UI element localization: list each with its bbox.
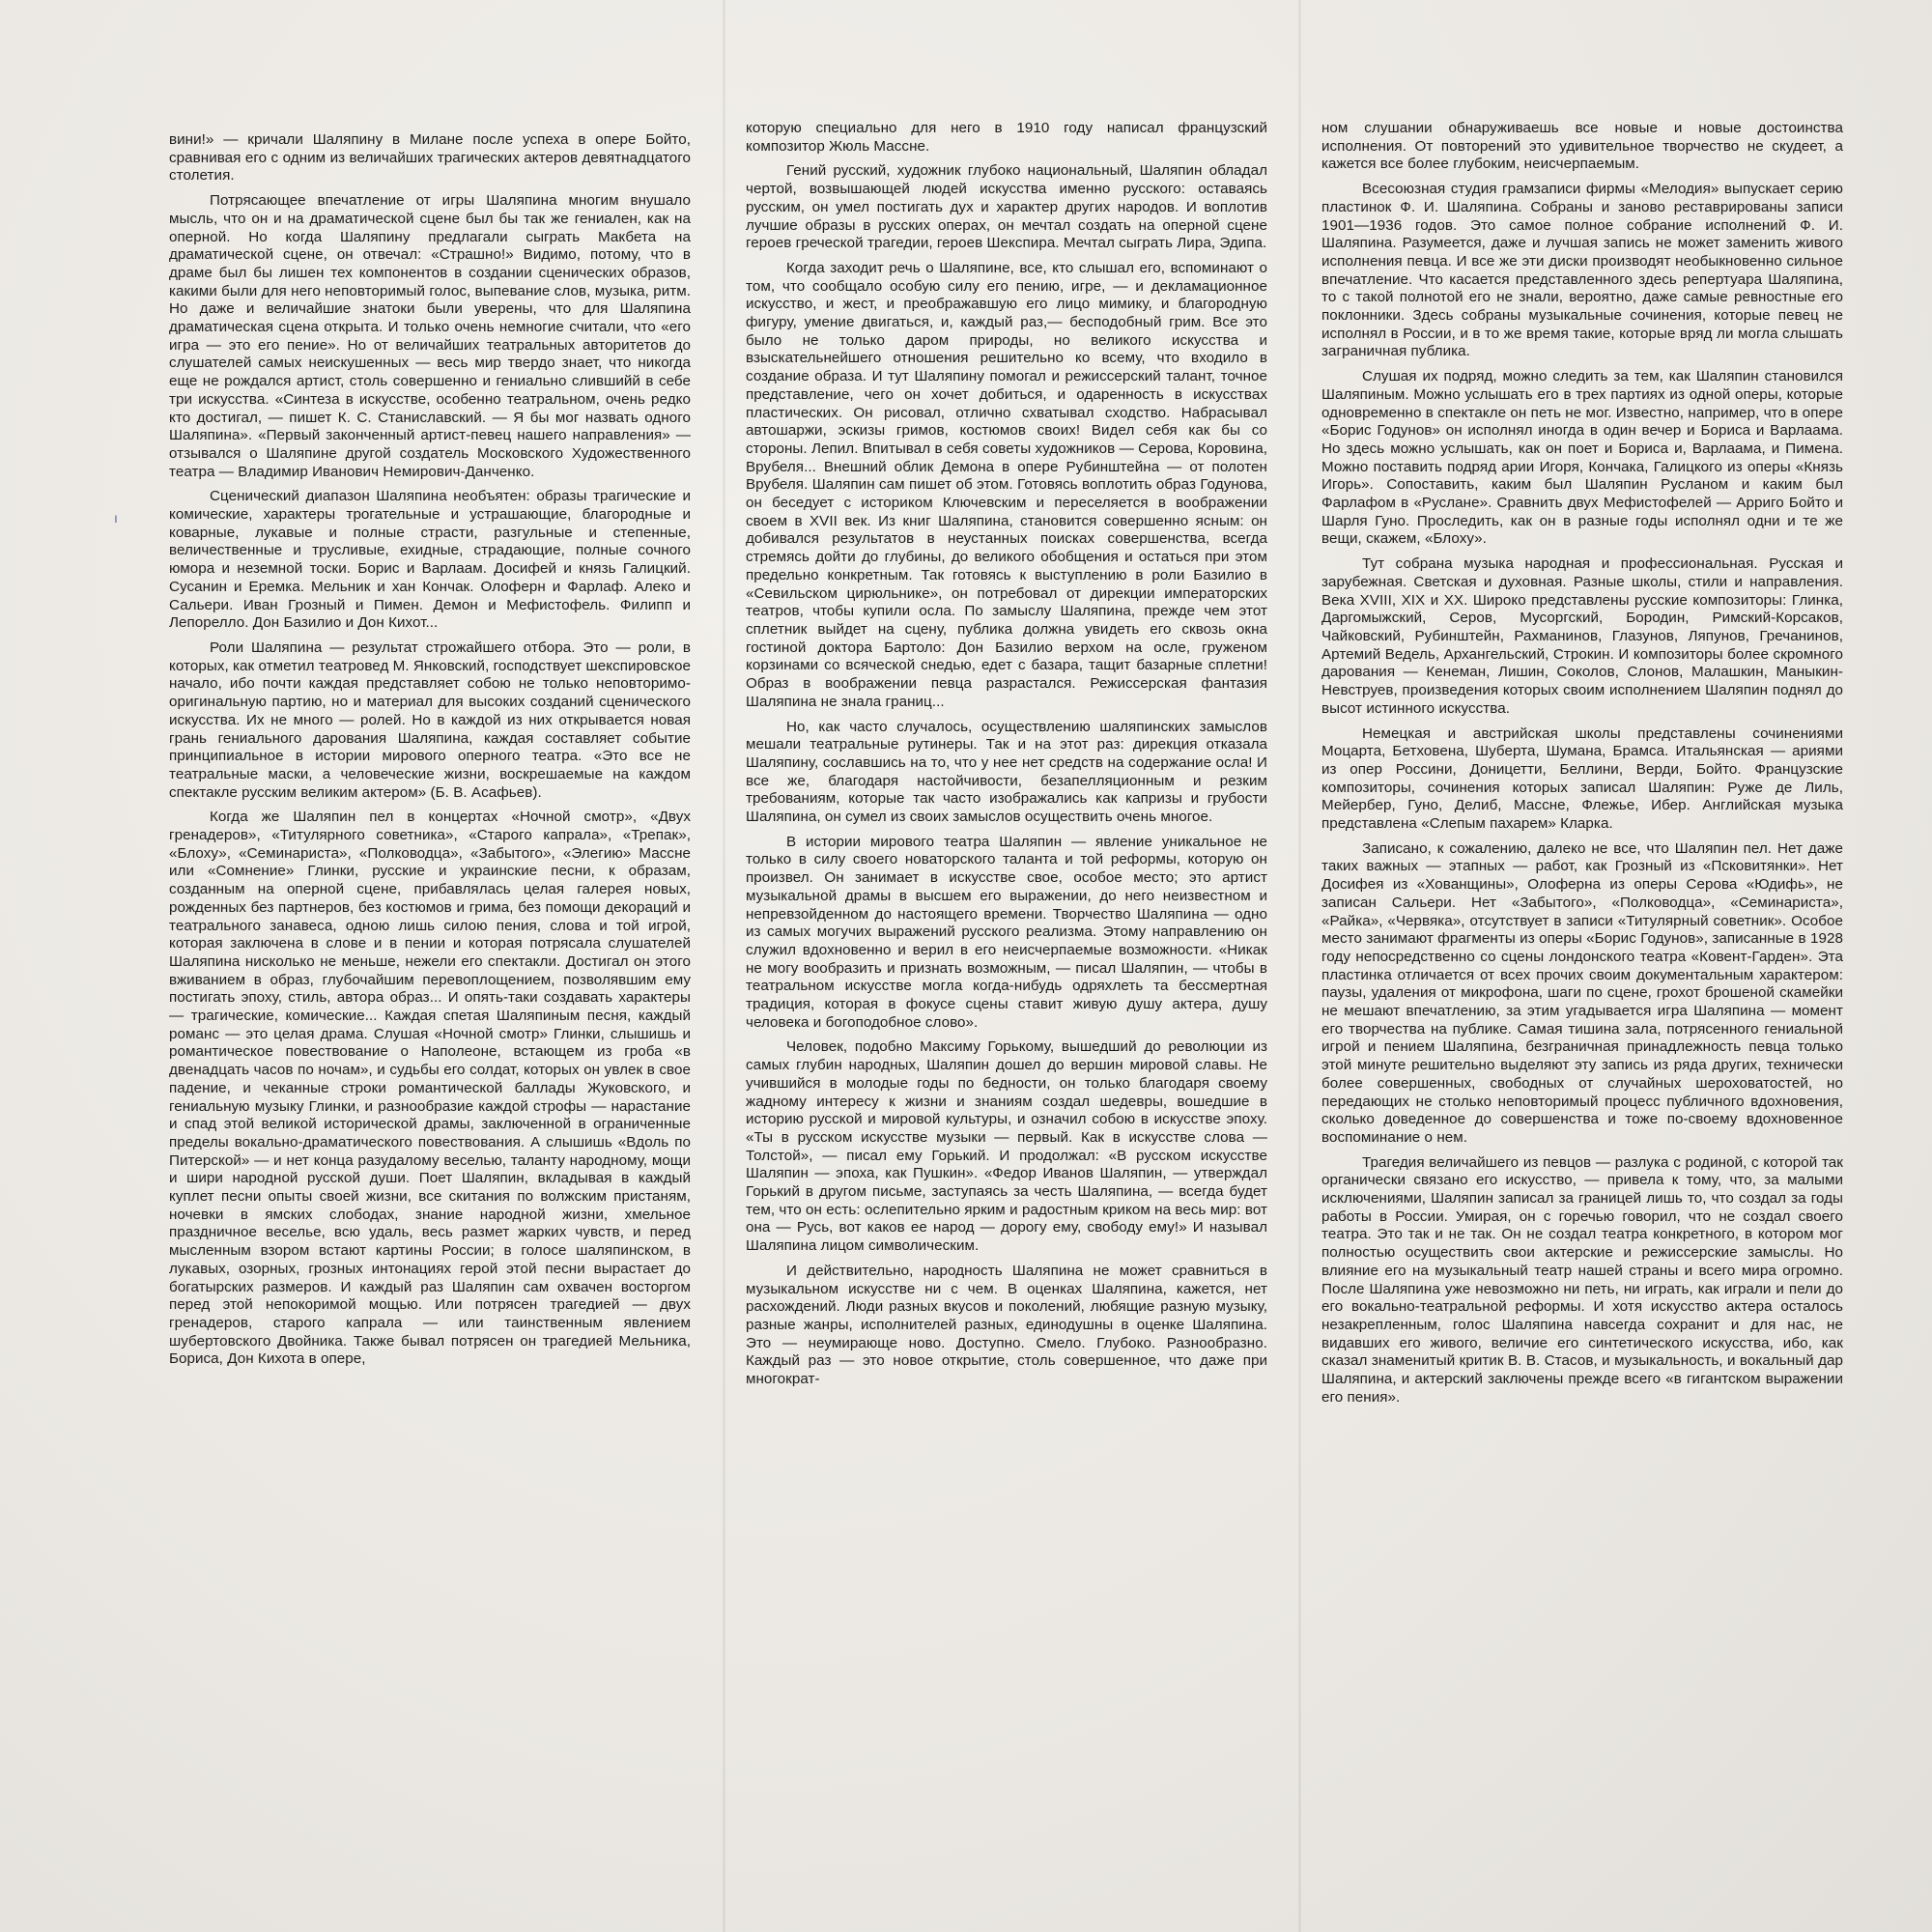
paragraph: ном слушании обнаруживаешь все новые и новые достоинства исполнения. От повторений это удивительное творчество не скудеет, а кажется все более глубоким, неисчерпаемым. <box>1321 120 1843 173</box>
paragraph: Потрясающее впечатление от игры Шаляпина многим внушало мысль, что он и на драматической сцене был бы так же гениален, как на оперной. Но когда Шаляпину предлагали сыграть Макбета на драматической сцене, он отвечал: «Страшно!» Видимо, потому, что в драме был бы лишен тех компонентов в создании сценических образов, какими были для него неповторимый голос, выпевание слов, музыка, ритм. Но даже и величайшие знатоки были уверены, что для Шаляпина драматическая сцена открыта. И только очень немногие считали, что «его игра — это его пение». Но от величайших театральных авторитетов до слушателей самых неискушенных — весь мир твердо знает, что никогда еще не рождался артист, столь совершенно и гениально слившийй в себе три искусства. «Синтеза в искусстве, особенно театральном, очень редко кто достигал, — пишет К. С. Станиславский. — Я бы мог назвать одного Шаляпина». «Первый законченный артист-певец нашего направления» — отзывался о Шаляпине другой создатель Московского Художественного театра — Владимир Иванович Немирович-Данченко. <box>169 192 691 480</box>
paragraph: которую специально для него в 1910 году написал французский композитор Жюль Массне. <box>746 120 1267 155</box>
paragraph: Человек, подобно Максиму Горькому, вышедший до революции из самых глубин народных, Шаляпин дошел до вершин мировой славы. Не учившийся в молодые годы по бедности, он только благодаря своему жадному интересу к жизни и знаниям создал шедевры, вошедшие в историю русской и мировой культуры, и означил собою в искусстве эпоху. «Ты в русском искусстве музыки — первый. Как в искусстве слова — Толстой», — писал ему Горький. И продолжал: «В русском искусстве Шаляпин — эпоха, как Пушкин». «Федор Иванов Шаляпин, — утверждал Горький в другом письме, заступаясь за честь Шаляпина, — всегда будет тем, что он есть: ослепительно ярким и радостным криком на весь мир: вот она — Русь, вот каков ее народ — дорогу ему, свободу ему!» И называл Шаляпина лицом символическим. <box>746 1038 1267 1255</box>
paragraph: Сценический диапазон Шаляпина необъятен: образы трагические и комические, характеры трогательные и устрашающие, благородные и коварные, лукавые и полные страсти, разгульные и степенные, величественные и трусливые, ехидные, страдающие, полные сочного юмора и неземной тоски. Борис и Варлаам. Досифей и князь Галицкий. Сусанин и Еремка. Мельник и хан Кончак. Олоферн и Фарлаф. Алеко и Сальери. Иван Грозный и Пимен. Демон и Мефистофель. Филипп и Лепорелло. Дон Базилио и Дон Кихот... <box>169 488 691 632</box>
paragraph: В истории мирового театра Шаляпин — явление уникальное не только в силу своего новаторского таланта и той реформы, которую он произвел. Он занимает в искусстве свое, особое место; это артист музыкальной драмы в высшем его выражении, до него неизвестном и непревзойденном до настоящего времени. Творчество Шаляпина — одно из самых могучих выражений русского реализма. Этому направлению он служил вдохновенно и верил в его неисчерпаемые возможности. «Никак не могу вообразить и признать возможным, — писал Шаляпин, — чтобы в театральном искусстве могла когда-нибудь одряхлеть та бессмертная традиция, которая в фокусе сцены ставит живую душу актера, душу человека и богоподобное слово». <box>746 833 1267 1031</box>
paragraph: Гений русский, художник глубоко национальный, Шаляпин обладал чертой, возвышающей людей искусства именно русского: оставаясь русским, он умел постигать дух и характер других народов. И воплотив лучшие образы в русских операх, он мечтал создать на оперной сцене героев греческой трагедии, героев Шекспира. Мечтал сыграть Лира, Эдипа. <box>746 162 1267 252</box>
column-divider <box>723 0 725 1932</box>
paragraph: Когда заходит речь о Шаляпине, все, кто слышал его, вспоминают о том, что сообщало особую силу его пению, игре, — и декламационное искусство, и жест, и преображавшую его лицо мимику, и благородную фигуру, умение двигаться, и, каждый раз,— бесподобный грим. Все это было не только даром природы, но великого искусства и взыскательнейшего отношения решительно ко всему, что входило в создание образа. И тут Шаляпину помогал и режиссерский талант, точное представление, чего он хочет добиться, и одаренность в искусствах пластических. Он рисовал, отлично схватывал сходство. Набрасывал автошаржи, эскизы гримов, костюмов своих! Видел себя как бы со стороны. Лепил. Впитывал в себя советы художников — Серова, Коровина, Врубеля... Внешний облик Демона в опере Рубинштейна — от полотен Врубеля. Шаляпин сам пишет об этом. Готовясь воплотить образ Годунова, он беседует с историком Ключевским и переселяется в воображении своем в XVII век. Из книг Шаляпина, становится совершенно ясным: он добивался результатов в неустанных поисках совершенства, всегда стремясь дойти до глубины, до великого обобщения и остаться при этом предельно конкретным. Так готовясь к выступлению в роли Базилио в «Севильском цирюльнике», он потребовал от дирекции императорских театров, чтобы купили осла. По замыслу Шаляпина, прежде чем этот сплетник выйдет на сцену, публика должна увидеть его сквозь окна гостиной доктора Бартоло: Дон Базилио верхом на осле, груженом корзинами со всяческой снедью, едет с базара, тащит базарные сплетни! Образ в воображении певца разрастался. Режиссерская фантазия Шаляпина не знала границ... <box>746 259 1267 710</box>
paragraph: Трагедия величайшего из певцов — разлука с родиной, с которой так органически связано его искусство, — привела к тому, что, за малыми исключениями, Шаляпин записал за границей лишь то, что создал за годы работы в России. Умирая, он с горечью говорил, что не создал своего театра. Это так и не так. Он не создал театра конкретного, в котором мог полностью осуществить свои актерские и режиссерские замыслы. Но влияние его на музыкальный театр нашей страны и всего мира огромно. После Шаляпина уже невозможно ни петь, ни играть, как играли и пели до его вокально-театральной реформы. И хотя искусство актера осталось незакрепленным, голос Шаляпина навсегда сохранит и для нас, не видавших его живого, величие его синтетического искусства, ибо, как сказал знаменитый критик В. В. Стасов, и музыкальность, и вокальный дар Шаляпина, и актерский заключены прежде всего «в гигантском выражении его пения». <box>1321 1153 1843 1406</box>
paragraph: Тут собрана музыка народная и профессиональная. Русская и зарубежная. Светская и духовная. Разные школы, стили и направления. Века XVIII, XIX и XX. Широко представлены русские композиторы: Глинка, Даргомыжский, Серов, Мусоргский, Бородин, Римский-Корсаков, Чайковский, Рубинштейн, Рахманинов, Глазунов, Ляпунов, Гречанинов, Артемий Ведель, Архангельский, Строкин. И композиторы более скромного дарования — Кенеман, Лишин, Соколов, Слонов, Малашкин, Маныкин-Невструев, произведения которых своим исполнением Шаляпин поднял до высот истинного искусства. <box>1321 555 1843 717</box>
paragraph: Слушая их подряд, можно следить за тем, как Шаляпин становился Шаляпиным. Можно услышать его в трех партиях из одной оперы, которые одновременно в спектакле он петь не мог. Известно, например, что в опере «Борис Годунов» он исполнял иногда в один вечер и Бориса и Варлаама. Но здесь можно услышать, как он поет и Бориса и, Варлаама, и Пимена. Можно поставить подряд арии Игоря, Кончака, Галицкого из оперы «Князь Игорь». Сопоставить, каким был Шаляпин Русланом и каким был Фарлафом в «Руслане». Сравнить двух Мефистофелей — Арриго Бойто и Шарля Гуно. Проследить, как он в разные годы исполнял одни и те же вещи, скажем, «Блоху». <box>1321 368 1843 548</box>
paragraph: Немецкая и австрийская школы представлены сочинениями Моцарта, Бетховена, Шуберта, Шумана, Брамса. Итальянская — ариями из опер Россини, Доницетти, Беллини, Верди, Бойто. Французские композиторы, сочинения которых записал Шаляпин: Руже де Лиль, Мейербер, Гуно, Делиб, Массне, Флежье, Ибер. Английская музыка представлена «Слепым пахарем» Кларка. <box>1321 724 1843 833</box>
paragraph: Когда же Шаляпин пел в концертах «Ночной смотр», «Двух гренадеров», «Титулярного советника», «Старого капрала», «Трепак», «Блоху», «Семинариста», «Полководца», «Забытого», «Элегию» Массне или «Сомнение» Глинки, русские и украинские песни, к образам, созданным на оперной сцене, прибавлялась целая галерея новых, рожденных без партнеров, без костюмов и грима, без помощи декораций и театрального занавеса, одною лишь силою пения, слова и той игрой, которая заключена в слове и в пении и которая потрясала слушателей Шаляпина нисколько не меньше, нежели его спектакли. Достигал он этого вживанием в образ, глубочайшим перевоплощением, позволявшим ему постигать эпоху, стиль, автора образ... И опять-таки создавать характеры — трагические, комические... Каждая спетая Шаляпиным песня, каждый романс — это целая драма. Слушая «Ночной смотр» Глинки, слышишь и романтическое повествование о Наполеоне, встающем из гроба «в двенадцать часов по ночам», и судьбы его солдат, которых он увлек в свое падение, и чеканные строки романтической баллады Жуковского, и гениальную музыку Глинки, и разнообразие каждой строфы — нарастание и спад этой великой исторической драмы, заключенной в ограниченные пределы вокально-драматического повествования. А слышишь «Вдоль по Питерской» — и нет конца разудалому веселью, таланту народному, мощи и шири народной русской души. Поет Шаляпин, вкладывая в каждый куплет песни опыты своей жизни, все скитания по волжским пристаням, ночевки в ямских слободах, знание народной жизни, хмельное праздничное веселье, всю удаль, весь размет жарких чувств, и перед мысленным взором встают картины России; в голосе шаляпинском, в лукавых, озорных, грозных интонациях герой этой песни вырастает до богатырских размеров. И каждый раз Шаляпин сам охвачен восторгом перед этой непокоримой мощью. Или потрясен трагедией — двух гренадеров, старого капрала — или таинственным явлением шубертовского Двойника. Также бывал потрясен он трагедией Мельника, Бориса, Дон Кихота в опере, <box>169 809 691 1368</box>
paragraph: Роли Шаляпина — результат строжайшего отбора. Это — роли, в которых, как отметил театровед М. Янковский, господствует шекспировское начало, ибо почти каждая представляет собою не только неповторимо-оригинальную партию, но и материал для высоких созданий сценического искусства. Их не много — ролей. Но в каждой из них открывается новая грань гениального дарования Шаляпина, каждая составляет событие принципиальное в истории мирового оперного театра. «Это все не театральные маски, а человеческие жизни, воскрешаемые на каждом спектакле русским великим актером» (Б. В. Асафьев). <box>169 639 692 801</box>
margin-mark: ı <box>114 510 118 526</box>
text-column-3 <box>1321 120 1843 1414</box>
text-column-1 <box>169 131 691 1376</box>
paragraph: вини!» — кричали Шаляпину в Милане после успеха в опере Бойто, сравнивая его с одним из величайших трагических актеров девятнадцатого столетия. <box>169 131 691 185</box>
paragraph: Но, как часто случалось, осуществлению шаляпинских замыслов мешали театральные рутинеры. Так и на этот раз: дирекция отказала Шаляпину, сославшись на то, что у нее нет средств на содержание осла! И все же, благодаря настойчивости, безапелляционным и резким требованиям, которые так часто изображались как капризы и грубости Шаляпина, он сумел из своих замыслов осуществить очень многое. <box>746 718 1267 826</box>
paragraph: Всесоюзная студия грамзаписи фирмы «Мелодия» выпускает серию пластинок Ф. И. Шаляпина. Собраны и заново реставрированы записи 1901—1936 годов. Это самое полное собрание исполнений Ф. И. Шаляпина. Разумеется, даже и лучшая запись не может заменить живого исполнения певца. И все же эти диски производят необыкновенно сильное впечатление. Что касается представленного здесь репертуара Шаляпина, то с такой полнотой его не знали, вероятно, даже самые ревностные его поклонники. Здесь собраны музыкальные сочинения, которые певец не исполнял в России, и в то же время такие, которые вряд ли могла слышать заграничная публика. <box>1321 181 1843 360</box>
column-divider <box>1298 0 1301 1932</box>
paragraph: И действительно, народность Шаляпина не может сравниться в музыкальном искусстве ни с чем. В оценках Шаляпина, кажется, нет расхождений. Люди разных вкусов и поколений, любящие разную музыку, разные жанры, исполнителей разных, единодушны в оценке Шаляпина. Это — неумирающе ново. Доступно. Смело. Глубоко. Разнообразно. Каждый раз — это новое открытие, столь совершенное, что даже при многократ- <box>746 1262 1267 1388</box>
text-column-2 <box>746 120 1267 1396</box>
paragraph: Записано, к сожалению, далеко не все, что Шаляпин пел. Нет даже таких важных — этапных — работ, как Грозный из «Псковитянки». Нет Досифея из «Хованщины», Олоферна из оперы Серова «Юдифь», не записан Сальери. Нет «Забытого», «Полководца», «Семинариста», «Райка», «Червяка», отсутствует в записи «Титулярный советник». Особое место занимают фрагменты из оперы «Борис Годунов», записанные в 1928 году непосредственно со сцены лондонского театра «Ковент-Гарден». Эта пластинка отличается от всех прочих своим документальным характером: паузы, удаления от микрофона, шаги по сцене, грохот брошеной скамейки не мешают впечатлению, за этим угадывается игра Шаляпина — момент его творчества на публике. Самая тишина зала, потрясенного гениальной игрой и пением Шаляпина, безграничная принадлежность певца только этой минуте решительно выделяют эту запись из ряда других, технически более совершенных, свободных от случайных шероховатостей, но передающих не столько неповторимый процесс публичного вдохновения, сколько доведенное до совершенства и тоже по-своему вдохновенное воспоминание о нем. <box>1321 839 1843 1146</box>
